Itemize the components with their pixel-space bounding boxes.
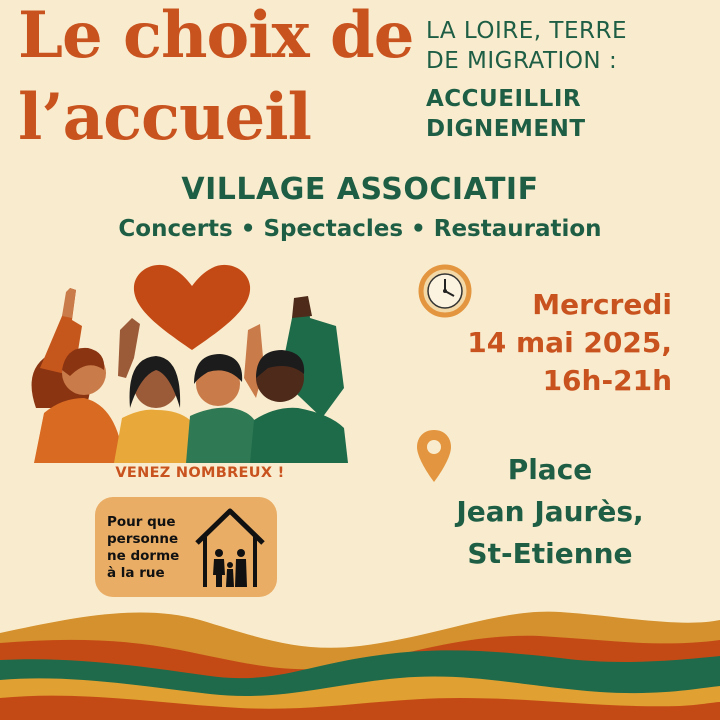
badge-line-4: à la rue bbox=[107, 565, 165, 581]
place-line-3: St-Etienne bbox=[467, 537, 633, 570]
event-time: 16h-21h bbox=[542, 364, 672, 397]
people-illustration bbox=[22, 258, 362, 463]
clock-icon bbox=[418, 264, 472, 318]
event-day: Mercredi bbox=[532, 288, 672, 321]
subtitle-bold bbox=[426, 84, 586, 144]
badge bbox=[95, 497, 277, 597]
title-line-2: l’accueil bbox=[18, 80, 311, 155]
person-4 bbox=[250, 296, 348, 463]
subtitle-line-2: DE MIGRATION : bbox=[426, 48, 618, 74]
tagline: VENEZ NOMBREUX ! bbox=[115, 465, 285, 481]
subtitle-normal bbox=[426, 16, 627, 76]
heart-icon bbox=[134, 265, 250, 350]
place-line-1: Place bbox=[507, 453, 593, 486]
badge-line-1: Pour que bbox=[107, 514, 176, 530]
person-1 bbox=[32, 288, 124, 463]
hills-decoration bbox=[0, 598, 720, 720]
place-line-2: Jean Jaurès, bbox=[456, 495, 644, 528]
title-line-1: Le choix de bbox=[18, 0, 414, 73]
badge-line-2: personne bbox=[107, 531, 179, 547]
activities-list: Concerts • Spectacles • Restauration bbox=[118, 216, 602, 242]
house-family-icon bbox=[193, 503, 267, 591]
event-place-block bbox=[395, 449, 705, 575]
subtitle-line-1: LA LOIRE, TERRE bbox=[426, 18, 627, 44]
subtitle-line-4: DIGNEMENT bbox=[426, 116, 586, 142]
village-title: VILLAGE ASSOCIATIF bbox=[181, 172, 539, 207]
badge-line-3: ne dorme bbox=[107, 548, 180, 564]
event-date: 14 mai 2025, bbox=[467, 326, 672, 359]
subtitle-line-3: ACCUEILLIR bbox=[426, 86, 582, 112]
event-date-block bbox=[467, 286, 672, 400]
badge-text bbox=[107, 514, 203, 582]
